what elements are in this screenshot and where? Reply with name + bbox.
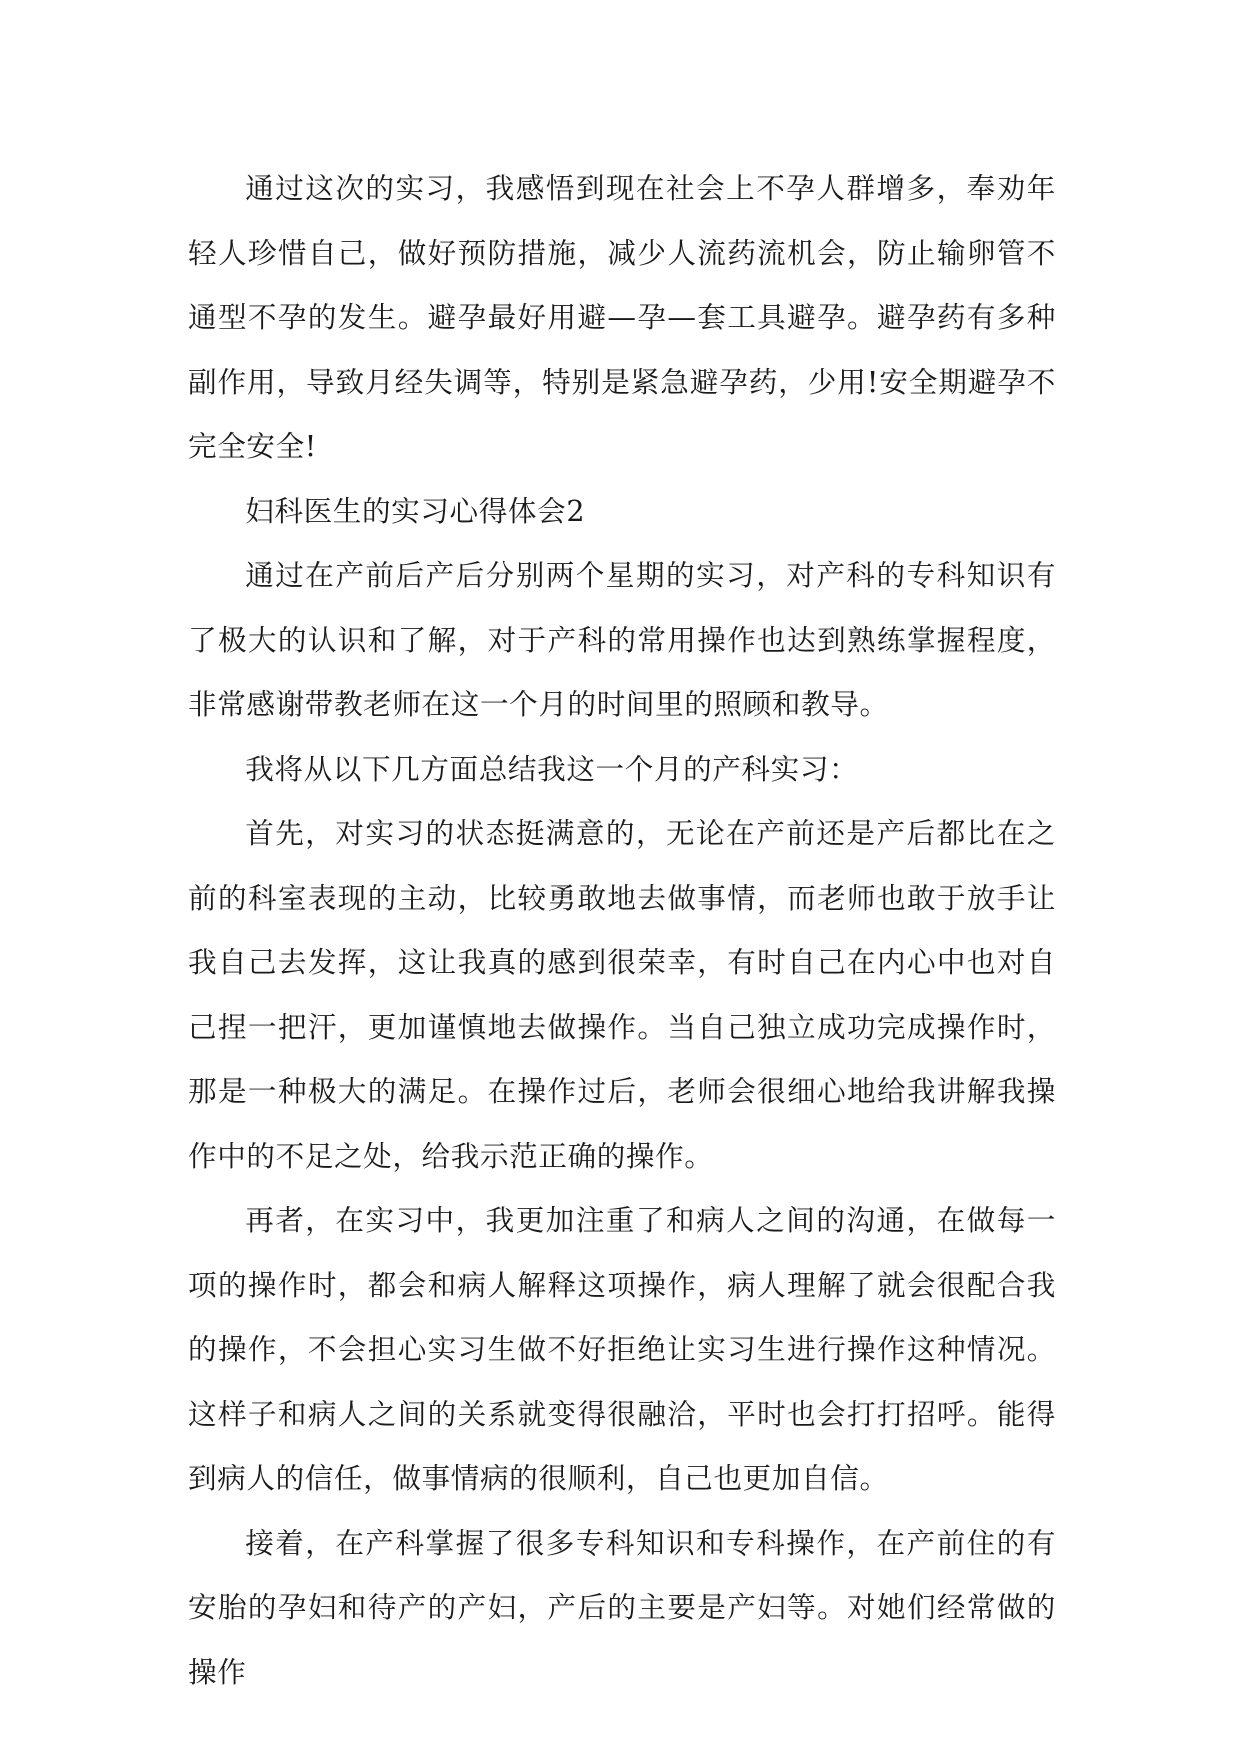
paragraph-contraception-advice: 通过这次的实习，我感悟到现在社会上不孕人群增多，奉劝年轻人珍惜自己，做好预防措施，减少人流药流机会，防止输卵管不通型不孕的发生。避孕最好用避—孕—套工具避孕。避孕药有多种副作用，导致月经失调等，特别是紧急避孕药，少用!安全期避孕不完全安全! [188,171,1056,463]
document-page [188,156,1056,1704]
section-heading: 妇科医生的实习心得体会2 [245,493,586,528]
paragraph-first-point: 首先，对实习的状态挺满意的，无论在产前还是产后都比在之前的科室表现的主动，比较勇敢地去做事情，而老师也敢于放手让我自己去发挥，这让我真的感到很荣幸，有时自己在内心中也对自己捏一把汗，更加谨慎地去做操作。当自己独立成功完成操作时，那是一种极大的满足。在操作过后，老师会很细心地给我讲解我操作中的不足之处，给我示范正确的操作。 [188,816,1056,1173]
paragraph-third-point: 接着，在产科掌握了很多专科知识和专科操作，在产前住的有安胎的孕妇和待产的产妇，产后的主要是产妇等。对她们经常做的操作 [188,1525,1056,1689]
paragraph-internship-intro: 通过在产前后产后分别两个星期的实习，对产科的专科知识有了极大的认识和了解，对于产科的常用操作也达到熟练掌握程度，非常感谢带教老师在这一个月的时间里的照顾和教导。 [188,558,1056,721]
paragraph-second-point: 再者，在实习中，我更加注重了和病人之间的沟通，在做每一项的操作时，都会和病人解释这项操作，病人理解了就会很配合我的操作，不会担心实习生做不好拒绝让实习生进行操作这种情况。这样子和病人之间的关系就变得很融洽，平时也会打打招呼。能得到病人的信任，做事情病的很顺利，自己也更加自信。 [188,1203,1056,1495]
paragraph-summary-lead: 我将从以下几方面总结我这一个月的产科实习： [245,751,859,786]
